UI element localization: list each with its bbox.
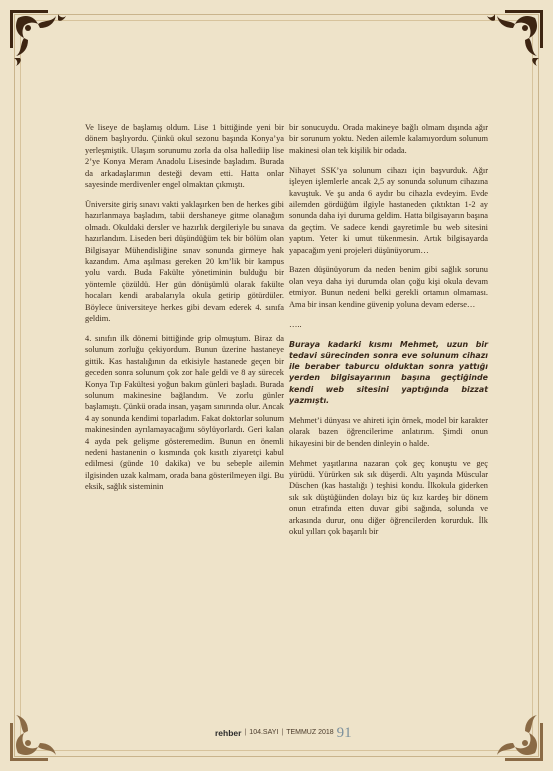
footer-divider: |: [244, 729, 247, 736]
paragraph: bir sonucuydu. Orada makineye bağlı olmam dışında ağır bir sorunum yoktu. Neden ailemle kalamıyordum solunum makinesi olan tek kişilik bir odada.: [289, 123, 488, 155]
ellipsis-separator: …..: [289, 319, 302, 329]
paragraph: Nihayet SSK’ya solunum cihazı için başvurduk. Ağır işleyen işlemlerle ancak 2,5 ay sonunda solunum cihazına kavuştuk. Ve şu anda 6 aydır bu cihazla evdeyim. Evde ailemden gördüğüm ilgiyle hastaneden çıktıktan 1-2 ay sonunda daha iyi duruma geldim. Hatta bilgisayarın başına da geçtim. Ve sadece kendi gayretimle bu web sitesini yaptım. Yeter ki umut tükenmesin. Artık bilgisayarda yapacağım yeni projeleri düşünüyorum…: [289, 165, 488, 255]
magazine-logo: rehber: [215, 727, 242, 738]
paragraph: 4. sınıfın ilk dönemi bittiğinde grip olmuştum. Biraz da solunum zorluğu çekiyordum. Bunun üzerine hastaneye gittik. Kas hastalığının da etkisiyle hastanede geçen bir geceden sonra solunum çok zor hale geldi ve 8 ay sürecek Konya Tıp Fakültesi yoğun bakım günleri başladı. Burada solunum makinesine bağlandım. Ve zorlu günler başlamıştı. Çünkü orada insan, yaşam sınırında olur. Ancak 4 ay sonunda kendimi toparladım. Fakat doktorlar solunum makinesinden ayrılamayacağımı söylüyorlardı. Geri kalan 4 ayda pek gelişme gösteremedim. Bunun en önemli nedeni hastanenin o kısmında çok kısıtlı ziyaretçi kabul edilmesi (günde 10 dakika) ve bu sebeple ailemin ilgisinden uzak kalmam, orada bana gösterilmeyen ilgi. Bu eksik, sağlık sisteminin: [85, 333, 284, 492]
paragraph: Ve liseye de başlamış oldum. Lise 1 bittiğinde yeni bir dönem başlıyordu. Çünkü okul sezonu başında Konya’ya yerleşmiştik. Ulaşım sorunumu zorla da olsa hallediip lise 2’ye Konya Meram Anadolu Lisesinde başladım. Burada da arkadaşlarımın desteği devam etti. Hatta onlar sayesinde merdivenler engel olmaktan çıkmıştı.: [85, 123, 284, 190]
corner-ornament-bottom-left: [4, 695, 76, 767]
corner-ornament-top-left: [4, 4, 76, 76]
issue-number: 104.SAYI: [249, 729, 279, 736]
right-text-column: [289, 122, 488, 546]
paragraph: Üniversite giriş sınavı vakti yaklaşırken ben de herkes gibi hazırlanmaya başladım, tabii dershaneye gitme olanağım olmadı. Okuldaki dersler ve hazırlık dergileriyle bu sınava hazırlandım. Liseden beri düşündüğüm tek bir bölüm olan Bilgisayar Mühendisliğine sınav sonunda girmeye hak kazandım. Ama aşılması gereken 20 km’lik bir kampus yolu vardı. Buda Fakülte yönetiminin bulduğu bir yöntemle çözüldü. Her gün dönüşümlü olarak fakülte hocaları kendi arabalarıyla okula getirip götürdüler. Böylece üniversiteye herkes gibi devam ederek 4. sınıfa geldim.: [85, 199, 284, 323]
paragraph: Bazen düşünüyorum da neden benim gibi sağlık sorunu olan veya daha iyi durumda olan çoğu kişi okula devam etmiyor. Bunun nedeni belki gerekli ortamın olmaması. Ama bir insan kendine güvenip yoluna devam ederse…: [289, 265, 488, 309]
editor-note: Buraya kadarki kısmı Mehmet, uzun bir tedavi sürecinden sonra eve solunum cihazı ile beraber taburcu olduktan sonra yattığı yerden bilgisayarının başına geçtiğinde kendi web sitesini yaptığında bizzat yazmıştı.: [289, 339, 488, 405]
corner-ornament-bottom-right: [477, 695, 549, 767]
paragraph: Mehmet’i dünyası ve ahireti için örnek, model bir karakter olarak bazen öğrencilerime anlatırım. Şimdi onun hikayesini bir de benden dinleyin o halde.: [289, 415, 488, 448]
paragraph: Mehmet yaşıtlarına nazaran çok geç konuştu ve geç yürüdü. Yürürken sık sık düşerdi. Altı yaşında Müscular Düschen (kas hastalığı ) teşhisi kondu. İlkokula giderken sık sık düştüğünden dolayı biz üç kız kardeş bir dönem onun etrafında etten duvar gibi sağında, solunda ve arkasında durur, onu diğer öğrencilerden korurduk. İlk okul yılları çok başarılı bir: [289, 458, 488, 536]
footer-divider: |: [281, 729, 284, 736]
corner-ornament-top-right: [477, 4, 549, 76]
issue-date: TEMMUZ 2018: [286, 729, 334, 736]
left-text-column: [85, 122, 284, 501]
page-footer: [215, 724, 352, 741]
page-number: 91: [336, 725, 352, 741]
